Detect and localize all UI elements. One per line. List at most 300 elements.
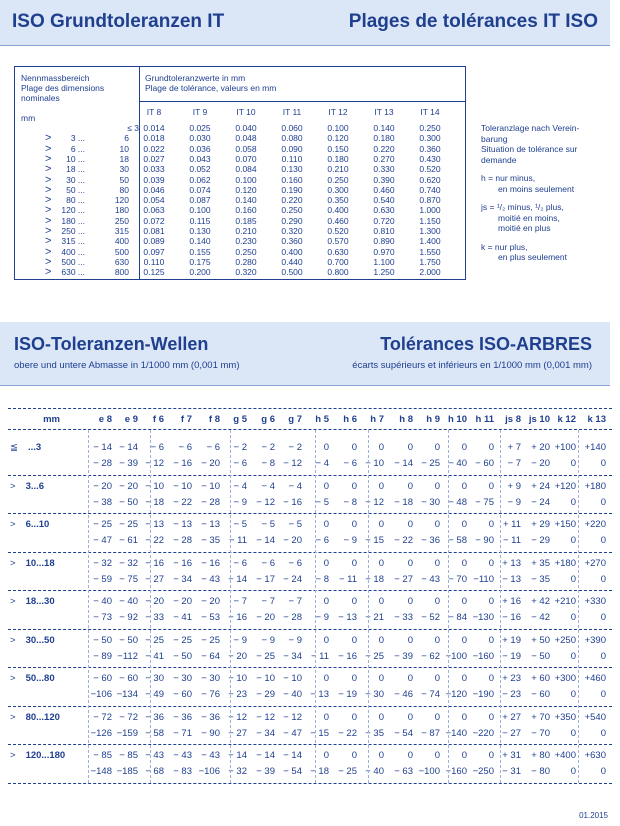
upper-deviation-cell: − 6 xyxy=(150,442,164,453)
range-start: 3 ... xyxy=(70,133,85,144)
lower-deviation-cell: − 14 xyxy=(394,458,413,469)
range-end: 50 xyxy=(119,174,129,185)
comparison-sign: > xyxy=(10,480,16,492)
comparison-sign: > xyxy=(10,634,16,646)
upper-deviation-cell: 0 xyxy=(378,634,384,646)
it-value-cell: 0.180 xyxy=(327,153,349,164)
upper-deviation-cell: 0 xyxy=(351,673,357,684)
upper-deviation-cell: − 36 xyxy=(173,711,192,723)
shaft-column-header: k 12 xyxy=(557,414,576,425)
range-text: 50...80 xyxy=(25,673,55,684)
it-row xyxy=(15,236,465,246)
upper-deviation-cell: − 4 xyxy=(261,480,275,492)
it-value-cell: 0.160 xyxy=(281,174,303,185)
range-start: 50 ... xyxy=(66,184,85,195)
upper-deviation-cell: + 50 xyxy=(531,634,550,646)
upper-deviation-cell: − 5 xyxy=(233,519,247,530)
it-value-cell: 0.030 xyxy=(189,133,211,144)
range-start: 30 ... xyxy=(66,174,85,185)
it-value-cell: 0.175 xyxy=(189,256,211,267)
it-value-cell: 0.190 xyxy=(281,184,303,195)
lower-deviation-cell: − 16 xyxy=(502,612,521,623)
lower-deviation-cell: − 12 xyxy=(283,458,302,469)
it-value-cell: 0.033 xyxy=(143,164,165,175)
range-start: 18 ... xyxy=(66,164,85,175)
it-value-cell: 0.036 xyxy=(189,143,211,154)
range-end: 250 xyxy=(114,215,129,226)
it-value-cell: 0.040 xyxy=(235,123,257,133)
upper-deviation-cell: 0 xyxy=(461,673,467,684)
it-row xyxy=(15,247,465,257)
lower-deviation-cell: −126 xyxy=(90,727,112,739)
shaft-column-header: h 11 xyxy=(475,414,494,425)
comparison-sign: > xyxy=(10,750,16,761)
upper-deviation-cell: − 10 xyxy=(201,480,220,492)
it-value-cell: 0.014 xyxy=(143,123,165,133)
lower-deviation-cell: − 49 xyxy=(145,689,164,700)
upper-deviation-cell: 0 xyxy=(434,634,440,646)
upper-deviation-cell: 0 xyxy=(351,750,357,761)
shaft-column-header: e 9 xyxy=(124,414,138,425)
row-separator xyxy=(8,629,612,630)
lower-deviation-cell: − 6 xyxy=(343,458,357,469)
upper-deviation-cell: 0 xyxy=(351,519,357,530)
it-value-cell: 0.700 xyxy=(327,256,349,267)
lower-deviation-cell: − 16 xyxy=(283,496,302,508)
lower-deviation-cell: − 40 xyxy=(365,766,384,777)
range-start: 500 ... xyxy=(61,256,85,267)
lower-deviation-cell: −100 xyxy=(418,766,440,777)
upper-deviation-cell: 0 xyxy=(434,557,440,569)
range-end: 120 xyxy=(114,195,129,206)
shaft-column-header: js 8 xyxy=(505,414,521,425)
upper-deviation-cell: 0 xyxy=(461,442,467,453)
upper-deviation-cell: − 40 xyxy=(93,596,112,607)
comparison-sign: > xyxy=(10,519,16,530)
lower-deviation-cell: − 58 xyxy=(448,535,467,546)
lower-deviation-cell: − 7 xyxy=(507,458,521,469)
upper-deviation-cell: 0 xyxy=(407,519,413,530)
range-start: 6 ... xyxy=(70,143,85,154)
lower-deviation-cell: − 11 xyxy=(338,573,357,585)
it-value-cell: 0.070 xyxy=(235,153,257,164)
lower-deviation-cell: − 46 xyxy=(394,689,413,700)
comparison-sign: > xyxy=(45,142,52,155)
it-value-cell: 0.089 xyxy=(143,236,165,247)
shaft-range-label xyxy=(10,442,41,453)
it-value-cell: 0.125 xyxy=(143,267,165,278)
it-value-cell: 0.330 xyxy=(373,164,395,175)
lower-deviation-cell: − 41 xyxy=(145,650,164,662)
comparison-sign: > xyxy=(45,173,52,186)
it-value-cell: 0.097 xyxy=(143,246,165,257)
it-value-cell: 0.063 xyxy=(143,205,165,216)
lower-deviation-cell: − 33 xyxy=(394,612,413,623)
shaft-column-header: js 10 xyxy=(528,414,550,425)
range-text: 6...10 xyxy=(25,519,50,530)
it-value-cell: 0.130 xyxy=(281,164,303,175)
range-end: 30 xyxy=(119,164,129,175)
lower-deviation-cell: − 23 xyxy=(502,689,521,700)
it-column-header: IT 10 xyxy=(236,107,256,117)
lower-deviation-cell: − 53 xyxy=(201,612,220,623)
comparison-sign: > xyxy=(45,245,52,258)
lower-deviation-cell: − 74 xyxy=(421,689,440,700)
column-separator xyxy=(500,430,501,783)
it-value-cell: 0.500 xyxy=(281,267,303,278)
note-line: en moins seulement xyxy=(498,183,575,194)
upper-deviation-cell: +120 xyxy=(554,480,576,492)
note-line: js = ¹/₂ minus, ¹/₂ plus, xyxy=(481,202,564,212)
lower-deviation-cell: − 34 xyxy=(283,650,302,662)
upper-deviation-cell: 0 xyxy=(488,750,494,761)
comparison-sign: > xyxy=(10,673,16,684)
shaft-column-header: h 9 xyxy=(426,414,440,425)
lower-deviation-cell: 0 xyxy=(600,535,606,546)
it-value-cell: 1.550 xyxy=(419,246,441,257)
lower-deviation-cell: − 22 xyxy=(338,727,357,739)
upper-deviation-cell: − 7 xyxy=(233,596,247,607)
lower-deviation-cell: − 39 xyxy=(394,650,413,662)
upper-deviation-cell: − 16 xyxy=(145,557,164,569)
it-value-cell: 0.540 xyxy=(373,195,395,206)
shaft-range-label xyxy=(10,558,55,569)
it-value-cell: 0.074 xyxy=(189,184,211,195)
it-value-cell: 0.400 xyxy=(327,205,349,216)
it-value-cell: 0.058 xyxy=(235,143,257,154)
lower-deviation-cell: − 70 xyxy=(531,727,550,739)
lower-deviation-cell: − 29 xyxy=(531,535,550,546)
it-value-cell: 0.046 xyxy=(143,184,165,195)
upper-deviation-cell: + 20 xyxy=(531,442,550,453)
comparison-sign: > xyxy=(45,235,52,248)
upper-deviation-cell: 0 xyxy=(323,673,329,684)
upper-deviation-cell: + 9 xyxy=(507,480,521,492)
lower-deviation-cell: 0 xyxy=(600,573,606,585)
lower-deviation-cell: − 20 xyxy=(228,650,247,662)
upper-deviation-cell: − 4 xyxy=(288,480,302,492)
it-row xyxy=(15,175,465,185)
lower-deviation-cell: − 40 xyxy=(448,458,467,469)
lower-deviation-cell: − 22 xyxy=(173,496,192,508)
it-tolerance-table xyxy=(14,66,466,280)
comparison-sign: > xyxy=(45,132,52,145)
lower-deviation-cell: 0 xyxy=(570,650,576,662)
shaft-range-label xyxy=(10,750,65,761)
it-value-cell: 0.160 xyxy=(235,205,257,216)
it-value-cell: 0.052 xyxy=(189,164,211,175)
upper-deviation-cell: − 6 xyxy=(206,442,220,453)
lower-deviation-cell: − 25 xyxy=(338,766,357,777)
upper-deviation-cell: 0 xyxy=(461,596,467,607)
lower-deviation-cell: −160 xyxy=(445,766,467,777)
it-value-cell: 0.022 xyxy=(143,143,165,154)
upper-deviation-cell: 0 xyxy=(461,557,467,569)
it-row xyxy=(15,154,465,164)
it-value-cell: 0.130 xyxy=(189,226,211,236)
it-value-cell: 0.440 xyxy=(281,256,303,267)
upper-deviation-cell: 0 xyxy=(323,557,329,569)
range-text: 10...18 xyxy=(25,557,55,569)
upper-deviation-cell: 0 xyxy=(461,519,467,530)
it-value-cell: 0.320 xyxy=(235,267,257,278)
upper-deviation-cell: − 50 xyxy=(93,634,112,646)
upper-deviation-cell: 0 xyxy=(378,750,384,761)
lower-deviation-cell: − 9 xyxy=(343,535,357,546)
upper-deviation-cell: 0 xyxy=(434,519,440,530)
upper-deviation-cell: − 40 xyxy=(119,596,138,607)
comparison-sign: > xyxy=(45,183,52,196)
lower-deviation-cell: − 84 xyxy=(448,612,467,623)
lower-deviation-cell: − 89 xyxy=(93,650,112,662)
lower-deviation-cell: −250 xyxy=(472,766,494,777)
shaft-column-header: h 6 xyxy=(343,414,357,425)
upper-deviation-cell: − 32 xyxy=(93,557,112,569)
it-value-cell: 0.062 xyxy=(189,174,211,185)
upper-deviation-cell: 0 xyxy=(378,442,384,453)
column-separator xyxy=(230,430,231,783)
header-line: Plage des dimensions xyxy=(21,83,105,93)
lower-deviation-cell: − 60 xyxy=(531,689,550,700)
range-end: 18 xyxy=(119,153,129,164)
lower-deviation-cell: − 28 xyxy=(283,612,302,623)
upper-deviation-cell: 0 xyxy=(351,480,357,492)
lower-deviation-cell: − 25 xyxy=(365,650,384,662)
upper-deviation-cell: − 6 xyxy=(233,557,247,569)
range-text: ...3 xyxy=(27,442,42,453)
upper-deviation-cell: 0 xyxy=(378,596,384,607)
upper-deviation-cell: +350 xyxy=(554,711,576,723)
range-text: 80...120 xyxy=(25,711,60,723)
row-separator xyxy=(8,552,612,553)
upper-deviation-cell: 0 xyxy=(351,557,357,569)
range-end: 800 xyxy=(114,267,129,278)
note-line: barung xyxy=(481,133,508,144)
lower-deviation-cell: − 54 xyxy=(283,766,302,777)
unit-label: mm xyxy=(21,113,36,123)
upper-deviation-cell: 0 xyxy=(351,596,357,607)
it-column-header: IT 8 xyxy=(146,107,162,117)
upper-deviation-cell: − 14 xyxy=(228,750,247,761)
lower-deviation-cell: − 25 xyxy=(256,650,275,662)
row-separator xyxy=(8,783,612,784)
it-value-cell: 2.000 xyxy=(419,267,441,278)
upper-deviation-cell: − 25 xyxy=(119,519,138,530)
table-divider xyxy=(139,101,465,102)
it-value-cell: 0.620 xyxy=(419,174,441,185)
header-line: Nennmassbereich xyxy=(21,73,90,83)
upper-deviation-cell: − 43 xyxy=(145,750,164,761)
range-end: 500 xyxy=(114,246,129,257)
upper-deviation-cell: 0 xyxy=(488,634,494,646)
it-value-cell: 0.100 xyxy=(235,174,257,185)
lower-deviation-cell: − 25 xyxy=(421,458,440,469)
upper-deviation-cell: 0 xyxy=(434,596,440,607)
shaft-range-label xyxy=(10,673,55,684)
lower-deviation-cell: − 47 xyxy=(93,535,112,546)
comparison-sign: > xyxy=(10,711,16,723)
lower-deviation-cell: 0 xyxy=(600,612,606,623)
it-value-cell: 0.890 xyxy=(373,236,395,247)
lower-deviation-cell: − 6 xyxy=(315,535,329,546)
it-value-cell: 0.350 xyxy=(327,195,349,206)
it-value-cell: 0.072 xyxy=(143,215,165,226)
upper-deviation-cell: 0 xyxy=(488,596,494,607)
shaft-column-header: g 5 xyxy=(233,414,247,425)
range-start: 180 ... xyxy=(61,215,85,226)
it-value-cell: 0.300 xyxy=(327,184,349,195)
lower-deviation-cell: − 14 xyxy=(228,573,247,585)
it-value-cell: 0.290 xyxy=(281,215,303,226)
lower-deviation-cell: −140 xyxy=(445,727,467,739)
it-value-cell: 0.810 xyxy=(373,226,395,236)
lower-deviation-cell: − 24 xyxy=(531,496,550,508)
lower-deviation-cell: − 18 xyxy=(394,496,413,508)
upper-deviation-cell: − 2 xyxy=(261,442,275,453)
it-value-cell: 0.120 xyxy=(235,184,257,195)
it-value-cell: 0.360 xyxy=(281,236,303,247)
upper-deviation-cell: − 36 xyxy=(145,711,164,723)
it-value-cell: 0.185 xyxy=(235,215,257,226)
lower-deviation-cell: − 39 xyxy=(119,458,138,469)
lower-deviation-cell: − 35 xyxy=(531,573,550,585)
upper-deviation-cell: + 29 xyxy=(531,519,550,530)
it-value-cell: 0.025 xyxy=(189,123,211,133)
upper-deviation-cell: +540 xyxy=(584,711,606,723)
note-line: Situation de tolérance sur xyxy=(481,144,578,154)
it-value-cell: 0.230 xyxy=(235,236,257,247)
lower-deviation-cell: − 12 xyxy=(365,496,384,508)
upper-deviation-cell: − 13 xyxy=(173,519,192,530)
shaft-column-header: e 8 xyxy=(98,414,112,425)
upper-deviation-cell: 0 xyxy=(323,750,329,761)
upper-deviation-cell: +300 xyxy=(554,673,576,684)
it-value-cell: 0.630 xyxy=(373,205,395,216)
upper-deviation-cell: − 16 xyxy=(201,557,220,569)
it-row xyxy=(15,144,465,154)
it-value-cell: 1.100 xyxy=(373,256,395,267)
upper-deviation-cell: − 2 xyxy=(288,442,302,453)
range-start: ≤ 3 xyxy=(127,123,139,133)
lower-deviation-cell: − 13 xyxy=(338,612,357,623)
comparison-sign: > xyxy=(45,225,52,237)
shaft-column-header: f 7 xyxy=(180,414,192,425)
upper-deviation-cell: 0 xyxy=(378,480,384,492)
upper-deviation-cell: 0 xyxy=(407,673,413,684)
lower-deviation-cell: −110 xyxy=(473,573,494,585)
lower-deviation-cell: − 35 xyxy=(365,727,384,739)
upper-deviation-cell: +460 xyxy=(584,673,606,684)
lower-deviation-cell: − 58 xyxy=(145,727,164,739)
upper-deviation-cell: +180 xyxy=(584,480,606,492)
upper-deviation-cell: 0 xyxy=(407,711,413,723)
it-row xyxy=(15,205,465,215)
shaft-column-header: g 7 xyxy=(288,414,302,425)
upper-deviation-cell: − 43 xyxy=(173,750,192,761)
lower-deviation-cell: 0 xyxy=(570,689,576,700)
upper-deviation-cell: 0 xyxy=(488,711,494,723)
lower-deviation-cell: − 36 xyxy=(421,535,440,546)
lower-deviation-cell: − 15 xyxy=(365,535,384,546)
lower-deviation-cell: − 30 xyxy=(365,689,384,700)
it-value-cell: 0.360 xyxy=(419,143,441,154)
upper-deviation-cell: − 25 xyxy=(145,634,164,646)
upper-deviation-cell: +140 xyxy=(584,442,606,453)
upper-deviation-cell: 0 xyxy=(323,634,329,646)
lower-deviation-cell: − 15 xyxy=(310,727,329,739)
lower-deviation-cell: − 20 xyxy=(201,458,220,469)
it-value-cell: 0.390 xyxy=(373,174,395,185)
shaft-range-label xyxy=(10,519,49,530)
lower-deviation-cell: − 23 xyxy=(228,689,247,700)
lower-deviation-cell: − 18 xyxy=(365,573,384,585)
lower-deviation-cell: − 11 xyxy=(310,650,329,662)
upper-deviation-cell: − 25 xyxy=(201,634,220,646)
upper-deviation-cell: 0 xyxy=(351,711,357,723)
upper-deviation-cell: 0 xyxy=(488,557,494,569)
lower-deviation-cell: − 75 xyxy=(475,496,494,508)
comparison-sign: > xyxy=(45,204,52,217)
upper-deviation-cell: − 7 xyxy=(261,596,275,607)
it-value-cell: 1.300 xyxy=(419,226,441,236)
it-value-cell: 0.084 xyxy=(235,164,257,175)
it-value-cell: 0.970 xyxy=(373,246,395,257)
lower-deviation-cell: − 35 xyxy=(201,535,220,546)
lower-deviation-cell: 0 xyxy=(600,458,606,469)
shaft-range-label xyxy=(10,635,55,646)
lower-deviation-cell: − 64 xyxy=(201,650,220,662)
lower-deviation-cell: −100 xyxy=(445,650,467,662)
range-start: 10 ... xyxy=(66,153,85,164)
upper-deviation-cell: +220 xyxy=(584,519,606,530)
it-value-cell: 0.220 xyxy=(373,143,395,154)
upper-deviation-cell: 0 xyxy=(461,634,467,646)
upper-deviation-cell: 0 xyxy=(434,442,440,453)
lower-deviation-cell: −106 xyxy=(198,766,220,777)
lower-deviation-cell: − 71 xyxy=(173,727,192,739)
header-line: nominales xyxy=(21,93,60,103)
upper-deviation-cell: 0 xyxy=(323,442,329,453)
shaft-range-label xyxy=(10,712,60,723)
upper-deviation-cell: 0 xyxy=(488,673,494,684)
range-text: 30...50 xyxy=(25,634,55,646)
lower-deviation-cell: − 11 xyxy=(502,535,521,546)
lower-deviation-cell: − 90 xyxy=(475,535,494,546)
upper-deviation-cell: − 25 xyxy=(173,634,192,646)
upper-deviation-cell: − 36 xyxy=(201,711,220,723)
subtitle-fr: écarts supérieurs et inférieurs en 1/1000 mm (0,001 mm) xyxy=(352,360,592,371)
shaft-column-header: k 13 xyxy=(587,414,606,425)
it-value-cell: 0.140 xyxy=(189,236,211,247)
shaft-range-label xyxy=(10,481,44,492)
shaft-column-header: h 8 xyxy=(399,414,413,425)
note-line: Toleranzlage nach Verein- xyxy=(481,123,580,133)
it-value-cell: 0.280 xyxy=(235,256,257,267)
shaft-range-label xyxy=(10,596,55,607)
upper-deviation-cell: 0 xyxy=(323,480,329,492)
range-start: 630 ... xyxy=(61,267,85,278)
upper-deviation-cell: − 9 xyxy=(233,634,247,646)
upper-deviation-cell: +250 xyxy=(554,634,576,646)
comparison-sign: > xyxy=(45,214,52,227)
lower-deviation-cell: − 4 xyxy=(315,458,329,469)
upper-deviation-cell: 0 xyxy=(407,480,413,492)
lower-deviation-cell: − 39 xyxy=(256,766,275,777)
column-separator xyxy=(315,430,316,783)
it-value-cell: 0.027 xyxy=(143,153,165,164)
row-separator xyxy=(8,513,612,514)
lower-deviation-cell: 0 xyxy=(570,535,576,546)
